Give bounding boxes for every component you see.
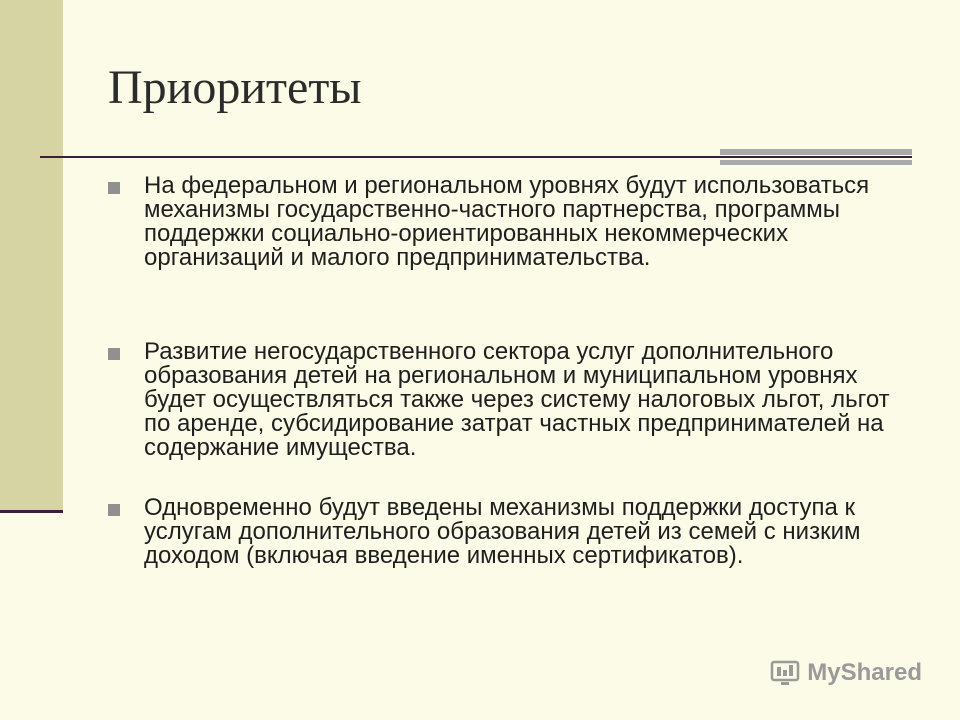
myshared-watermark bbox=[769, 658, 922, 688]
square-bullet-icon bbox=[108, 182, 120, 194]
square-bullet-icon bbox=[108, 348, 120, 360]
title-accent-bar bbox=[720, 149, 912, 165]
bullet-text: Одновременно будут введены механизмы поддержки доступа к услугам дополнительного образования детей из семей с низким доходом (включая введение именных сертификатов). bbox=[144, 494, 861, 569]
bullet-item bbox=[108, 174, 908, 270]
slide-title: Приоритеты bbox=[108, 61, 362, 114]
left-decor-band bbox=[0, 0, 63, 510]
bullet-text: Развитие негосударственного сектора услуг дополнительного образования детей на региональном и муниципальном уровнях будет осуществляться также через систему налоговых льгот, льгот по аренде, субсидирование затрат частных предпринимателей на содержание имущества. bbox=[144, 338, 890, 461]
myshared-logo-icon bbox=[769, 658, 801, 688]
bullet-item bbox=[108, 340, 908, 460]
left-decor-line bbox=[0, 510, 63, 513]
bullet-text: На федеральном и региональном уровнях будут использоваться механизмы государственно-частного партнерства, программы поддержки социально-ориентированных некоммерческих организаций и малого предпринимательства. bbox=[144, 172, 870, 271]
square-bullet-icon bbox=[108, 504, 120, 516]
bullet-item bbox=[108, 496, 908, 568]
watermark-text: MyShared bbox=[807, 659, 922, 686]
